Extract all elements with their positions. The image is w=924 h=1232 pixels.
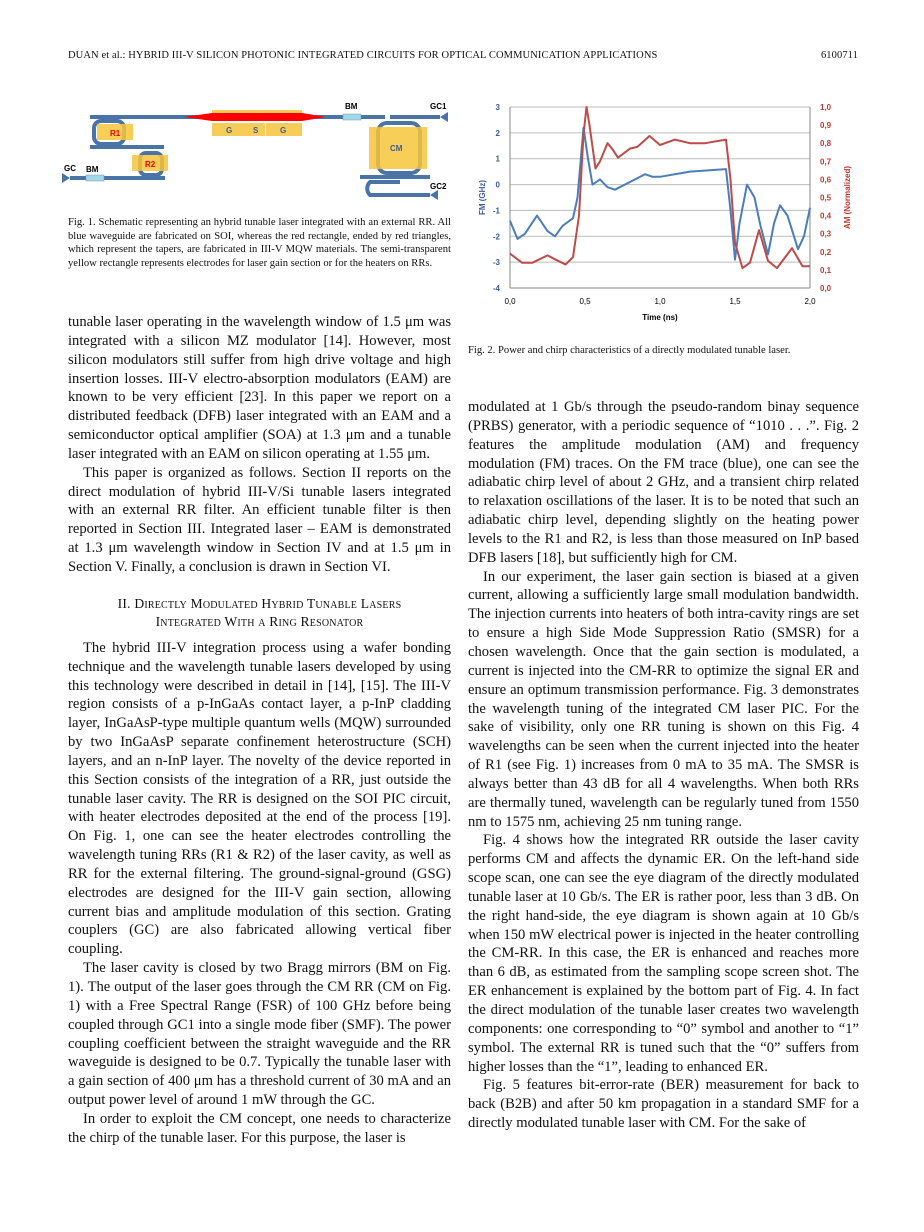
fig2-chart	[470, 95, 870, 335]
y-tick-label: -4	[492, 284, 500, 293]
y-tick-label: 0	[495, 180, 500, 190]
section-heading-line: II. Directly Modulated Hybrid Tunable Lasers	[117, 595, 402, 611]
paragraph: The hybrid III-V integration process using a wafer bonding technique and the wavelength tunable lasers developed by using this technology were described in detail in [14], [15]. The III-V region consists of a p-InGaAs contact layer, a p-InP cladding layer, InGaAsP-type multiple quantum wells (MQW) surrounded by two InGaAsP separate confinement heterostructure (SCH) layers, and an n-InP layer. The novelty of the device reported in this Section consists of the integration of a RR, just outside the tunable laser cavity. The RR is designed on the SOI PIC circuit, with heater electrodes deposited at the end of the process [19]. On Fig. 1, one can see the heater electrodes controlling the wavelength tuning RRs (R1 & R2) of the laser cavity, as well as RR for the external filtering. The ground-signal-ground (GSG) electrodes are designed for the III-V gain section, allowing current bias and amplitude modulation of this section. Grating couplers (GC) are also fabricated allowing vertical fiber coupling.	[68, 639, 451, 958]
y2-tick-label: 0,8	[820, 139, 832, 149]
y2-tick-label: 0,2	[820, 247, 832, 257]
x-tick-label: 0,0	[504, 297, 516, 306]
y2-tick-label: 0,5	[820, 193, 832, 203]
page-number: 6100711	[820, 50, 858, 61]
y2-tick-label: 0,9	[820, 121, 832, 131]
bm-label: BM	[345, 102, 358, 111]
g-label: G	[226, 126, 233, 135]
section-heading-line: Integrated With a Ring Resonator	[155, 613, 364, 629]
y2-tick-label: 0,6	[820, 175, 832, 185]
y-tick-label: -2	[492, 232, 500, 242]
y-axis-label: FM (GHz)	[478, 179, 487, 216]
x-tick-label: 2,0	[804, 297, 816, 306]
y2-tick-label: 0,0	[820, 284, 832, 293]
y2-tick-label: 0,4	[820, 211, 832, 221]
y2-tick-label: 0,3	[820, 229, 832, 239]
gc2-label: GC2	[430, 182, 447, 191]
fig2-caption: Fig. 2. Power and chirp characteristics of a directly modulated tunable laser.	[468, 345, 791, 356]
paragraph: Fig. 5 features bit-error-rate (BER) measurement for back to back (B2B) and after 50 km propagation in a standard SMF for a directly modulated tunable laser with CM. For the sake of	[468, 1077, 859, 1132]
cm-label: CM	[390, 144, 403, 153]
gc1-label: GC1	[430, 102, 447, 111]
y-tick-label: -1	[492, 206, 500, 216]
paragraph: Fig. 4 shows how the integrated RR outside the laser cavity performs CM and affects the dynamic ER. On the left-hand side scope scan, one can see the eye diagram of the directly modulated tunable laser at 10 Gb/s. The ER is rather poor, less than 3 dB. On the right hand-side, the eye diagram is shown again at 10 Gb/s when 150 mW electrical power is injected in the heater controlling the CM-RR. In this case, the ER is enhanced and reaches more than 6 dB, as estimated from the sampling scope screen shot. The ER enhancement is explained by the bottom part of Fig. 4. In fact the direct modulation of the tunable laser creates two wavelength components: one corresponding to “0” symbol and another to “1” symbol. The external RR is tuned such that the “0” suffers from higher losses than the “1”, leading to enhanced ER.	[468, 832, 859, 1075]
s-label: S	[253, 126, 259, 135]
x-tick-label: 0,5	[579, 297, 591, 306]
paragraph: tunable laser operating in the wavelength window of 1.5 μm was integrated with a silicon MZ modulator [14]. However, most silicon modulators still suffer from high drive voltage and high insertion losses. III-V electro-absorption modulators (EAM) are known to be very efficient [23]. In this paper we report on a distributed feedback (DFB) laser integrated with an EAM and a semiconductor optical amplifier (SOA) at 1.3 μm and a tunable laser integrated with an EAM on silicon operating at 1.55 μm.	[68, 314, 451, 462]
right-column	[468, 398, 859, 1133]
x-axis-label: Time (ns)	[642, 313, 678, 322]
r1-label: R1	[110, 129, 121, 138]
series-line-fm	[510, 128, 810, 260]
y2-axis-label: AM (Normalized)	[843, 165, 852, 230]
fig1-schematic	[60, 95, 460, 205]
y-tick-label: -3	[492, 258, 500, 268]
running-header: DUAN et al.: HYBRID III-V SILICON PHOTONIC INTEGRATED CIRCUITS FOR OPTICAL COMMUNICATION APPLICATIONS	[68, 50, 658, 61]
y2-tick-label: 0,1	[820, 265, 832, 275]
y-tick-label: 3	[495, 103, 500, 112]
r2-label: R2	[145, 160, 156, 169]
g-label: G	[280, 126, 287, 135]
left-column	[68, 313, 451, 1148]
gc-label: GC	[64, 164, 76, 173]
y2-tick-label: 1,0	[820, 103, 832, 112]
y2-tick-label: 0,7	[820, 157, 832, 167]
x-tick-label: 1,5	[729, 297, 741, 306]
bm-label: BM	[86, 165, 99, 174]
paragraph: This paper is organized as follows. Section II reports on the direct modulation of hybrid III-V/Si tunable lasers integrated with an external RR filter. An efficient tunable filter is then reported in Section III. Integrated laser – EAM is demonstrated at 1.3 μm wavelength window in Section IV and at 1.5 μm in Section V. Finally, a conclusion is drawn in Section VI.	[68, 464, 451, 575]
fig1-caption: Fig. 1. Schematic representing an hybrid tunable laser integrated with an external RR. All blue waveguide are fabricated on SOI, whereas the red rectangle, ended by red triangles, which represent the tapers, are fabricated in III-V MQW materials. The semi-transparent yellow rectangle represents electrodes for laser gain section or for the heaters on RRs.	[68, 217, 451, 269]
paragraph: modulated at 1 Gb/s through the pseudo-random binay sequence (PRBS) generator, with a periodic sequence of “1010 . . .”. Fig. 2 features the amplitude modulation (AM) and frequency modulation (FM) traces. On the FM trace (blue), one can see the adiabatic chirp level of about 2 GHz, and a transient chirp related to relaxation oscillations of the laser. It is to be noted that such an adiabatic chirp level, depending slightly on the heating power levels to the R1 and R2, is less than those measured on InP based DFB lasers [18], but sufficiently high for CM.	[468, 399, 859, 566]
paragraph: The laser cavity is closed by two Bragg mirrors (BM on Fig. 1). The output of the laser goes through the CM RR (CM on Fig. 1) with a Free Spectral Range (FSR) of 100 GHz before being coupled through GC1 into a single mode fiber (SMF). The power coupling coefficient between the straight waveguide and the RR waveguide is designed to be 0.7. Typically the tunable laser with a gain section of 400 μm has a threshold current of 30 mA and an output power level of around 1 mW through the GC.	[68, 960, 451, 1109]
y-tick-label: 1	[495, 154, 500, 164]
paragraph: In order to exploit the CM concept, one needs to characterize the chirp of the tunable laser. For this purpose, the laser is	[68, 1110, 451, 1146]
y-tick-label: 2	[495, 128, 500, 138]
section-heading	[68, 595, 451, 631]
paragraph: In our experiment, the laser gain section is biased at a given current, allowing a sufficiently large small modulation bandwidth. The injection currents into heaters of both intra-cavity rings are set to ensure a high Side Mode Suppression Ratio (SMSR) for a chosen wavelength. Once that the gain section is modulated, a current is injected into the CM-RR to optimize the signal ER and ensure an optimum transmission performance. Fig. 3 demonstrates the wavelength tuning of the integrated CM laser PIC. For the sake of visibility, only one RR tuning is shown on this Fig. 4 wavelengths can be seen when the current injected into the heater of R1 (see Fig. 1) increases from 0 mA to 35 mA. The SMSR is always better than 43 dB for all 4 wavelengths. When both RRs are thermally tuned, wavelength can be regularly tuned from 1550 nm to 1575 nm, achieving 25 nm tuning range.	[468, 568, 859, 830]
x-tick-label: 1,0	[654, 297, 666, 306]
